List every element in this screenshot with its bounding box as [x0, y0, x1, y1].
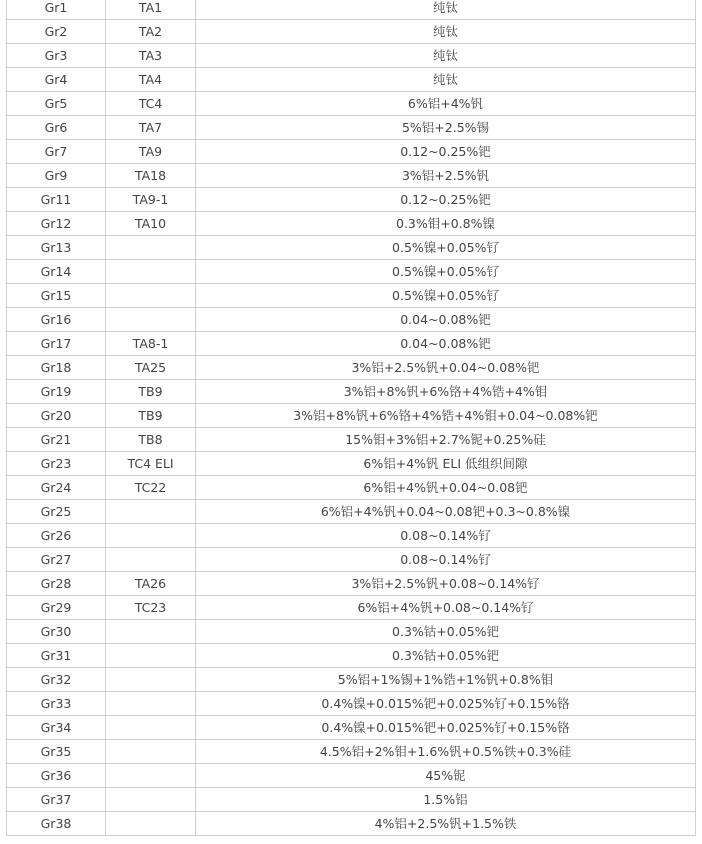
table-row: [7, 452, 696, 476]
grade-cell: Gr1: [7, 0, 106, 20]
cn-designation-cell: TA9: [106, 140, 196, 164]
table-row: [7, 20, 696, 44]
cn-designation-cell: [106, 692, 196, 716]
table-row: [7, 548, 696, 572]
table-row: [7, 500, 696, 524]
cn-designation-cell: TB9: [106, 380, 196, 404]
table-row: [7, 572, 696, 596]
grade-cell: Gr20: [7, 404, 106, 428]
composition-cell: 纯钛: [196, 20, 696, 44]
table-row: [7, 764, 696, 788]
composition-cell: 纯钛: [196, 0, 696, 20]
grade-cell: Gr12: [7, 212, 106, 236]
table-row: [7, 524, 696, 548]
table-row: [7, 284, 696, 308]
cn-designation-cell: [106, 620, 196, 644]
cn-designation-cell: TA1: [106, 0, 196, 20]
table-row: [7, 260, 696, 284]
composition-cell: 6%铝+4%钒+0.04~0.08钯: [196, 476, 696, 500]
cn-designation-cell: [106, 716, 196, 740]
composition-cell: 45%铌: [196, 764, 696, 788]
grade-cell: Gr38: [7, 812, 106, 836]
cn-designation-cell: TC4: [106, 92, 196, 116]
cn-designation-cell: [106, 260, 196, 284]
composition-cell: 4%铝+2.5%钒+1.5%铁: [196, 812, 696, 836]
titanium-grade-table-container: [6, 0, 695, 836]
grade-cell: Gr21: [7, 428, 106, 452]
grade-cell: Gr31: [7, 644, 106, 668]
grade-cell: Gr27: [7, 548, 106, 572]
composition-cell: 3%铝+8%钒+6%铬+4%锆+4%钼: [196, 380, 696, 404]
table-row: [7, 596, 696, 620]
cn-designation-cell: [106, 788, 196, 812]
composition-cell: 3%铝+2.5%钒+0.08~0.14%钌: [196, 572, 696, 596]
table-row: [7, 332, 696, 356]
table-row: [7, 236, 696, 260]
grade-cell: Gr30: [7, 620, 106, 644]
table-row: [7, 692, 696, 716]
grade-cell: Gr28: [7, 572, 106, 596]
composition-cell: 0.5%镍+0.05%钌: [196, 284, 696, 308]
cn-designation-cell: [106, 308, 196, 332]
composition-cell: 3%铝+2.5%钒+0.04~0.08%钯: [196, 356, 696, 380]
composition-cell: 4.5%铝+2%钼+1.6%钒+0.5%铁+0.3%硅: [196, 740, 696, 764]
table-row: [7, 476, 696, 500]
table-row: [7, 668, 696, 692]
grade-cell: Gr7: [7, 140, 106, 164]
grade-cell: Gr9: [7, 164, 106, 188]
cn-designation-cell: TA10: [106, 212, 196, 236]
table-row: [7, 44, 696, 68]
cn-designation-cell: [106, 740, 196, 764]
composition-cell: 0.12~0.25%钯: [196, 188, 696, 212]
cn-designation-cell: TA25: [106, 356, 196, 380]
table-row: [7, 0, 696, 20]
table-row: [7, 356, 696, 380]
table-row: [7, 380, 696, 404]
composition-cell: 3%铝+8%钒+6%铬+4%锆+4%钼+0.04~0.08%钯: [196, 404, 696, 428]
cn-designation-cell: [106, 764, 196, 788]
cn-designation-cell: TA4: [106, 68, 196, 92]
grade-cell: Gr33: [7, 692, 106, 716]
cn-designation-cell: [106, 668, 196, 692]
grade-cell: Gr15: [7, 284, 106, 308]
grade-cell: Gr26: [7, 524, 106, 548]
grade-cell: Gr11: [7, 188, 106, 212]
grade-cell: Gr4: [7, 68, 106, 92]
grade-cell: Gr24: [7, 476, 106, 500]
table-row: [7, 740, 696, 764]
composition-cell: 纯钛: [196, 68, 696, 92]
table-row: [7, 212, 696, 236]
cn-designation-cell: [106, 524, 196, 548]
cn-designation-cell: TC22: [106, 476, 196, 500]
composition-cell: 0.5%镍+0.05%钌: [196, 260, 696, 284]
composition-cell: 6%铝+4%钒: [196, 92, 696, 116]
table-row: [7, 92, 696, 116]
table-row: [7, 140, 696, 164]
grade-cell: Gr19: [7, 380, 106, 404]
table-row: [7, 116, 696, 140]
cn-designation-cell: TC4 ELI: [106, 452, 196, 476]
table-row: [7, 644, 696, 668]
table-row: [7, 164, 696, 188]
cn-designation-cell: [106, 548, 196, 572]
cn-designation-cell: TA2: [106, 20, 196, 44]
table-row: [7, 404, 696, 428]
table-row: [7, 788, 696, 812]
table-row: [7, 716, 696, 740]
composition-cell: 0.08~0.14%钌: [196, 524, 696, 548]
composition-cell: 3%铝+2.5%钒: [196, 164, 696, 188]
table-row: [7, 620, 696, 644]
cn-designation-cell: TA18: [106, 164, 196, 188]
table-row: [7, 428, 696, 452]
table-row: [7, 68, 696, 92]
table-row: [7, 308, 696, 332]
grade-cell: Gr3: [7, 44, 106, 68]
composition-cell: 0.3%钴+0.05%钯: [196, 644, 696, 668]
grade-cell: Gr36: [7, 764, 106, 788]
cn-designation-cell: [106, 644, 196, 668]
grade-cell: Gr25: [7, 500, 106, 524]
composition-cell: 15%钼+3%铝+2.7%铌+0.25%硅: [196, 428, 696, 452]
grade-cell: Gr16: [7, 308, 106, 332]
grade-cell: Gr6: [7, 116, 106, 140]
grade-cell: Gr32: [7, 668, 106, 692]
grade-cell: Gr5: [7, 92, 106, 116]
composition-cell: 0.3%钼+0.8%镍: [196, 212, 696, 236]
grade-cell: Gr18: [7, 356, 106, 380]
grade-cell: Gr14: [7, 260, 106, 284]
cn-designation-cell: TA26: [106, 572, 196, 596]
titanium-grade-table: [6, 0, 696, 836]
composition-cell: 0.4%镍+0.015%钯+0.025%钌+0.15%铬: [196, 716, 696, 740]
table-body: [7, 0, 696, 836]
composition-cell: 0.5%镍+0.05%钌: [196, 236, 696, 260]
cn-designation-cell: [106, 812, 196, 836]
composition-cell: 6%铝+4%钒+0.04~0.08钯+0.3~0.8%镍: [196, 500, 696, 524]
cn-designation-cell: TB8: [106, 428, 196, 452]
grade-cell: Gr35: [7, 740, 106, 764]
composition-cell: 1.5%铝: [196, 788, 696, 812]
cn-designation-cell: [106, 236, 196, 260]
composition-cell: 0.08~0.14%钌: [196, 548, 696, 572]
table-row: [7, 812, 696, 836]
grade-cell: Gr23: [7, 452, 106, 476]
cn-designation-cell: [106, 500, 196, 524]
cn-designation-cell: TB9: [106, 404, 196, 428]
cn-designation-cell: TA3: [106, 44, 196, 68]
cn-designation-cell: TA8-1: [106, 332, 196, 356]
composition-cell: 0.12~0.25%钯: [196, 140, 696, 164]
composition-cell: 0.04~0.08%钯: [196, 332, 696, 356]
composition-cell: 纯钛: [196, 44, 696, 68]
composition-cell: 0.3%钴+0.05%钯: [196, 620, 696, 644]
grade-cell: Gr34: [7, 716, 106, 740]
grade-cell: Gr2: [7, 20, 106, 44]
cn-designation-cell: TC23: [106, 596, 196, 620]
grade-cell: Gr13: [7, 236, 106, 260]
grade-cell: Gr17: [7, 332, 106, 356]
composition-cell: 5%铝+2.5%锡: [196, 116, 696, 140]
grade-cell: Gr29: [7, 596, 106, 620]
composition-cell: 0.4%镍+0.015%钯+0.025%钌+0.15%铬: [196, 692, 696, 716]
composition-cell: 6%铝+4%钒+0.08~0.14%钌: [196, 596, 696, 620]
grade-cell: Gr37: [7, 788, 106, 812]
composition-cell: 6%铝+4%钒 ELI 低组织间隙: [196, 452, 696, 476]
cn-designation-cell: TA7: [106, 116, 196, 140]
composition-cell: 5%铝+1%锡+1%锆+1%钒+0.8%钼: [196, 668, 696, 692]
cn-designation-cell: [106, 284, 196, 308]
cn-designation-cell: TA9-1: [106, 188, 196, 212]
composition-cell: 0.04~0.08%钯: [196, 308, 696, 332]
table-row: [7, 188, 696, 212]
